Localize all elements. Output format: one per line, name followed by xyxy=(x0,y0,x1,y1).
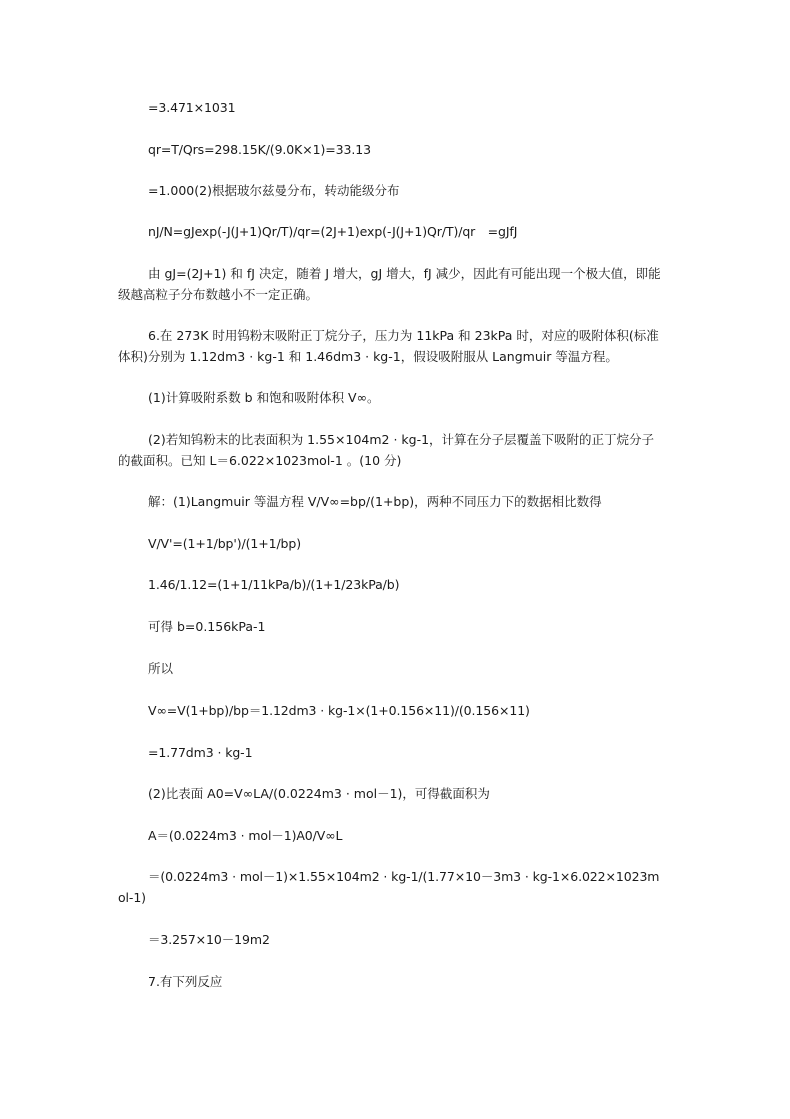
equation-line: =3.471×1031 xyxy=(148,100,236,115)
equation-line: =1.77dm3 · kg-1 xyxy=(148,745,253,760)
solution-line: 解：(1)Langmuir 等温方程 V/V∞=bp/(1+bp)，两种不同压力下的数据相比数得 xyxy=(148,494,602,509)
equation-line: ＝(0.0224m3 · mol－1)×1.55×104m2 · kg-1/(1.77×10－3m3 · kg-1×6.022×1023mol-1) xyxy=(118,869,660,905)
equation-line: A＝(0.0224m3 · mol－1)A0/V∞L xyxy=(148,828,343,843)
question-paragraph: 6.在 273K 时用钨粉末吸附正丁烷分子，压力为 11kPa 和 23kPa 时，对应的吸附体积(标准体积)分别为 1.12dm3 · kg-1 和 1.46dm3 · kg-1，假设吸附服从 Langmuir 等温方程。 xyxy=(118,328,659,364)
question-heading: 7.有下列反应 xyxy=(148,974,223,989)
solution-line: (2)比表面 A0=V∞LA/(0.0224m3 · mol－1)，可得截面积为 xyxy=(148,786,490,801)
text-line: =1.000(2)根据玻尔兹曼分布，转动能级分布 xyxy=(148,183,400,198)
equation-line: V/V'=(1+1/bp')/(1+1/bp) xyxy=(148,536,301,551)
result-line: ＝3.257×10－19m2 xyxy=(148,932,270,947)
sub-question: (2)若知钨粉末的比表面积为 1.55×104m2 · kg-1，计算在分子层覆盖下吸附的正丁烷分子的截面积。已知 L＝6.022×1023mol-1 。(10 分) xyxy=(118,432,655,468)
equation-line: nJ/N=gJexp(-J(J+1)Qr/T)/qr=(2J+1)exp(-J(J+1)Qr/T)/qr =gJfJ xyxy=(148,224,518,239)
sub-question: (1)计算吸附系数 b 和饱和吸附体积 V∞。 xyxy=(148,390,380,405)
equation-line: qr=T/Qrs=298.15K/(9.0K×1)=33.13 xyxy=(148,142,371,157)
equation-line: V∞=V(1+bp)/bp＝1.12dm3 · kg-1×(1+0.156×11)/(0.156×11) xyxy=(148,703,530,718)
result-line: 可得 b=0.156kPa-1 xyxy=(148,619,266,634)
paragraph: 由 gJ=(2J+1) 和 fJ 决定，随着 J 增大，gJ 增大，fJ 减少，因此有可能出现一个极大值，即能级越高粒子分布数越小不一定正确。 xyxy=(118,266,661,302)
equation-line: 1.46/1.12=(1+1/11kPa/b)/(1+1/23kPa/b) xyxy=(148,577,400,592)
text-line: 所以 xyxy=(148,661,174,676)
